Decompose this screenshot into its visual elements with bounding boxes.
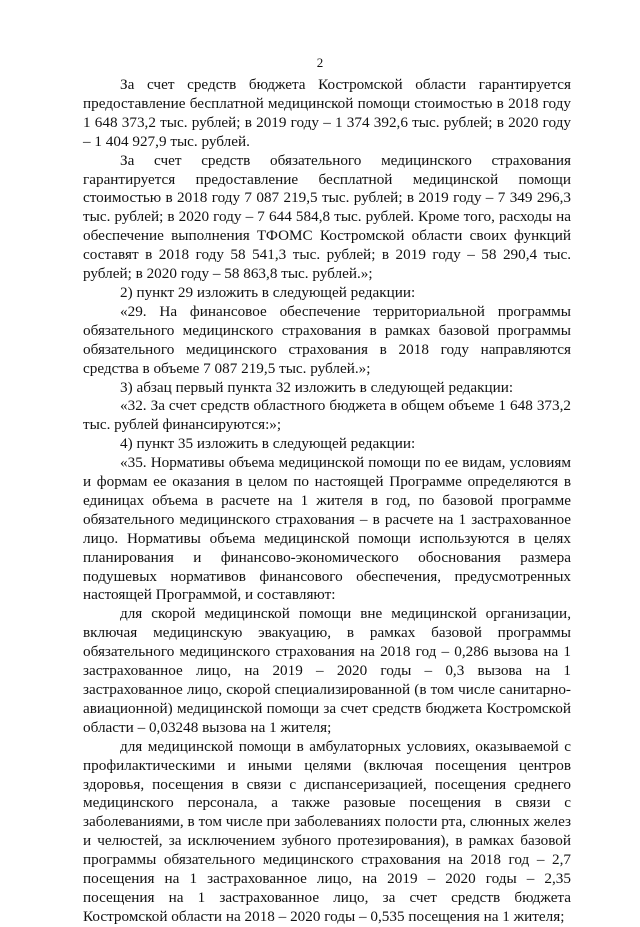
paragraph-oms-funding: За счет средств обязательного медицинского страхования гарантируется предоставление бесплатной медицинской помощи стоимостью в 2018 году 7 087 219,5 тыс. рублей; в 2019 году – 7 349 296,3 тыс. рублей; в 2020 году – 7 644 584,8 тыс. рублей. Кроме того, расходы на обеспечение выполнения ТФОМС Костромской области своих функций составят в 2018 году 58 541,3 тыс. рублей; в 2019 году – 58 290,4 тыс. рублей; в 2020 году – 58 863,8 тыс. рублей.»; <box>83 151 571 283</box>
paragraph-clause-35: «35. Нормативы объема медицинской помощи по ее видам, условиям и формам ее оказания в целом по настоящей Программе определяются в единицах объема в расчете на 1 жителя в год, по базовой программе обязательного медицинского страхования – в расчете на 1 застрахованное лицо. Нормативы объема медицинской помощи используются в целях планирования и финансово-экономического обоснования размера подушевых нормативов финансового обеспечения, предусмотренных настоящей Программой, и составляют: <box>83 454 571 604</box>
paragraph-regional-budget: За счет средств бюджета Костромской области гарантируется предоставление бесплатной медицинской помощи стоимостью в 2018 году 1 648 373,2 тыс. рублей; в 2019 году – 1 374 392,6 тыс. рублей; в 2020 году – 1 404 927,9 тыс. рублей. <box>83 76 571 150</box>
paragraph-emergency-care: для скорой медицинской помощи вне медицинской организации, включая медицинскую эвакуацию, в рамках базовой программы обязательного медицинского страхования на 2018 год – 0,286 вызова на 1 застрахованное лицо, на 2019 – 2020 годы – 0,3 вызова на 1 застрахованное лицо, скорой специализированной (в том числе санитарно-авиационной) медицинской помощи за счет средств бюджета Костромской области – 0,03248 вызова на 1 жителя; <box>83 605 571 736</box>
paragraph-amendment-35-intro: 4) пункт 35 изложить в следующей редакции: <box>120 435 416 453</box>
paragraph-amendment-32-intro: 3) абзац первый пункта 32 изложить в следующей редакции: <box>120 378 514 396</box>
paragraph-clause-29: «29. На финансовое обеспечение территориальной программы обязательного медицинского страхования в рамках базовой программы обязательного медицинского страхования в 2018 году направляются средства в объеме 7 087 219,5 тыс. рублей.»; <box>83 302 571 377</box>
paragraph-outpatient-care: для медицинской помощи в амбулаторных условиях, оказываемой с профилактическими и иными целями (включая посещения центров здоровья, посещения в связи с диспансеризацией, посещения среднего медицинского персонала, а также разовые посещения в связи с заболеваниями, в том числе при заболеваниях полости рта, слюнных желез и челюстей, за исключением зубного протезирования), в рамках базовой программы обязательного медицинского страхования на 2018 год – 2,7 посещения на 1 застрахованное лицо, на 2019 – 2020 годы – 2,35 посещения на 1 застрахованное лицо, за счет средств бюджета Костромской области на 2018 – 2020 годы – 0,535 посещения на 1 жителя; <box>83 737 571 925</box>
paragraph-clause-32: «32. За счет средств областного бюджета в общем объеме 1 648 373,2 тыс. рублей финансируются:»; <box>83 397 571 434</box>
paragraph-amendment-29-intro: 2) пункт 29 изложить в следующей редакции: <box>120 283 416 301</box>
document-body <box>83 76 571 927</box>
page-number: 2 <box>316 55 324 70</box>
